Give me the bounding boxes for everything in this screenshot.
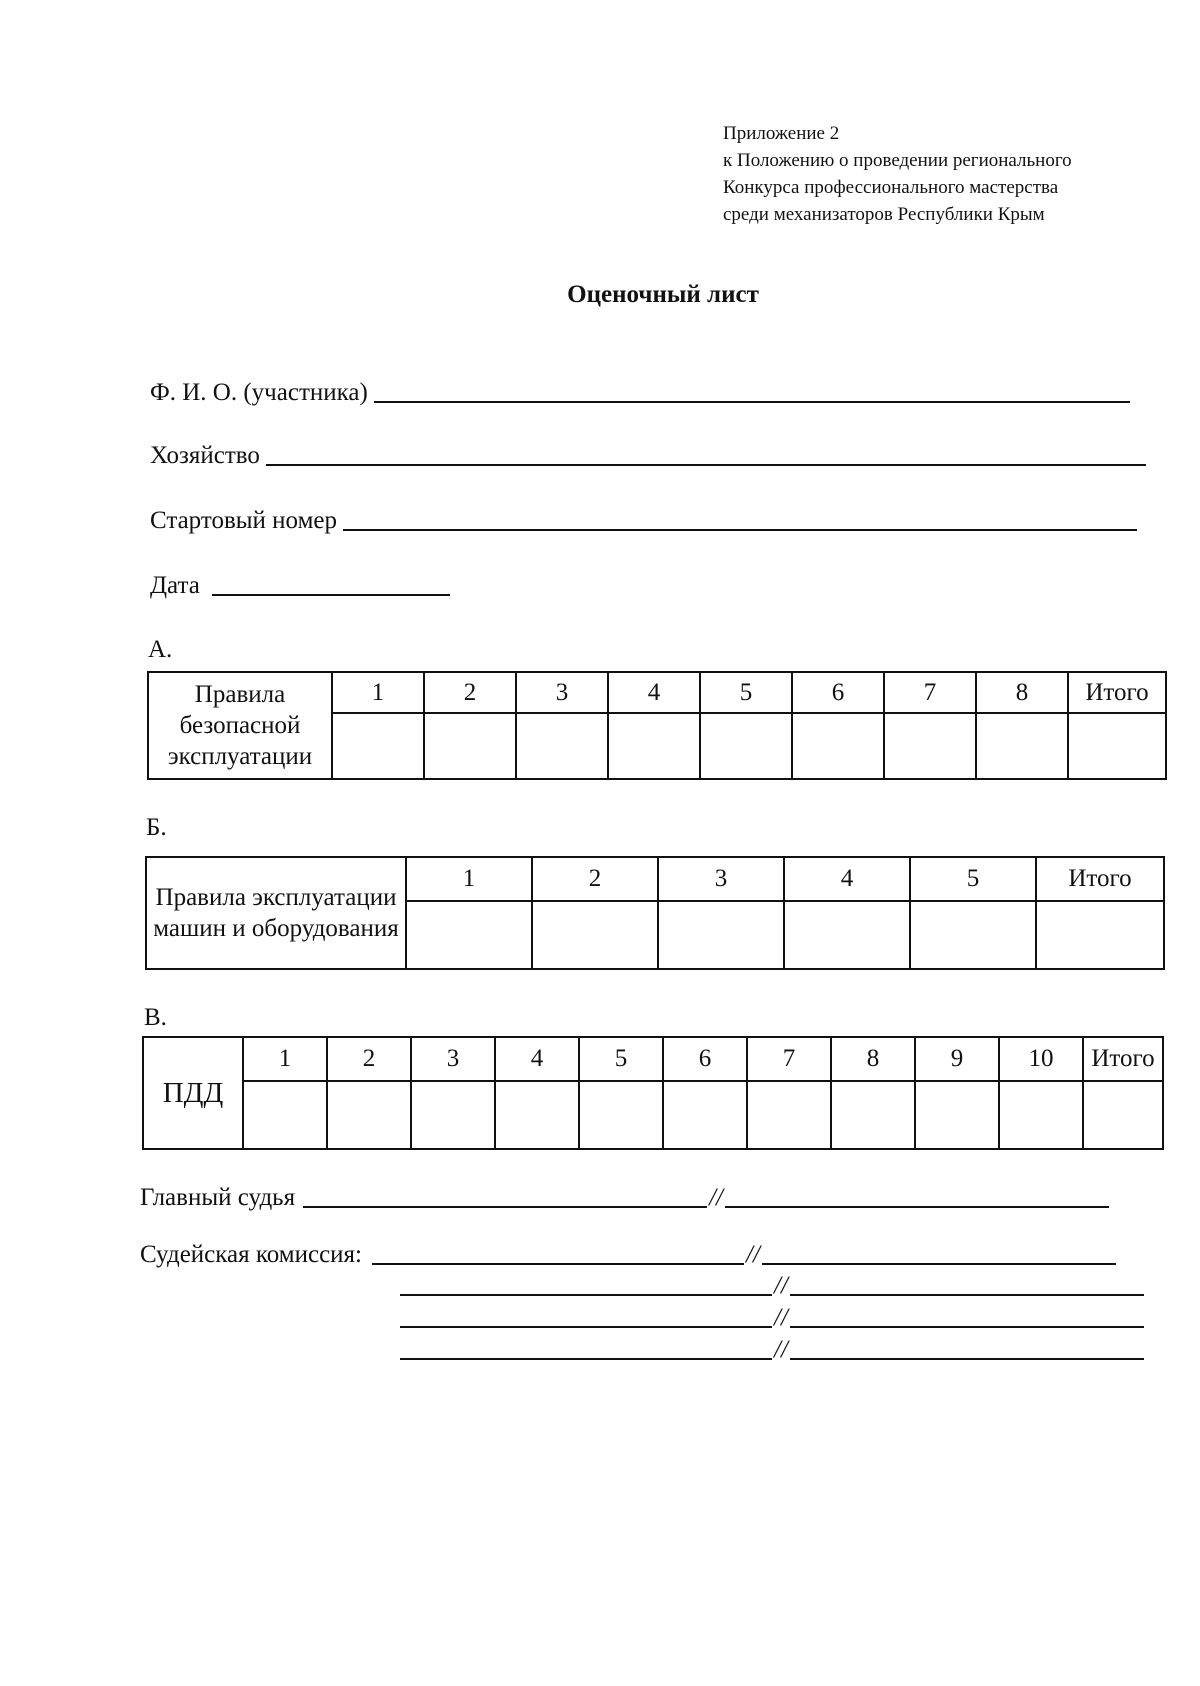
- appendix-line: среди механизаторов Республики Крым: [723, 204, 1045, 225]
- score-cell[interactable]: [243, 1081, 327, 1149]
- section-c-table: [142, 1036, 1164, 1150]
- total-cell[interactable]: [1083, 1081, 1163, 1149]
- name-line[interactable]: [790, 1326, 1144, 1328]
- column-header: 6: [663, 1037, 747, 1081]
- column-header: 3: [411, 1037, 495, 1081]
- date-label: Дата: [150, 572, 200, 599]
- fio-field[interactable]: [150, 377, 1130, 407]
- farm-line[interactable]: [266, 464, 1146, 466]
- score-cell[interactable]: [792, 713, 884, 779]
- total-header: Итого: [1036, 857, 1164, 901]
- appendix-note: [723, 120, 1072, 228]
- score-cell[interactable]: [884, 713, 976, 779]
- commission-label: Судейская комиссия:: [140, 1241, 362, 1268]
- commission-signature-3[interactable]: [400, 1304, 1144, 1332]
- date-field[interactable]: [150, 570, 450, 600]
- column-header: 2: [327, 1037, 411, 1081]
- fio-line[interactable]: [374, 401, 1130, 403]
- column-header: 9: [915, 1037, 999, 1081]
- signature-separator: //: [774, 1304, 788, 1331]
- column-header: 5: [579, 1037, 663, 1081]
- score-cell[interactable]: [608, 713, 700, 779]
- section-a-label: А.: [148, 636, 173, 663]
- score-cell[interactable]: [532, 901, 658, 969]
- column-header: 4: [608, 672, 700, 713]
- score-cell[interactable]: [784, 901, 910, 969]
- score-cell[interactable]: [495, 1081, 579, 1149]
- total-cell[interactable]: [1068, 713, 1166, 779]
- score-cell[interactable]: [406, 901, 532, 969]
- column-header: 1: [243, 1037, 327, 1081]
- section-c-label: В.: [144, 1004, 167, 1031]
- signature-line[interactable]: [400, 1358, 772, 1360]
- column-header: 4: [495, 1037, 579, 1081]
- start-number-line[interactable]: [343, 529, 1137, 531]
- score-cell[interactable]: [332, 713, 424, 779]
- commission-signature-4[interactable]: [400, 1336, 1144, 1364]
- appendix-line: Приложение 2: [723, 123, 840, 144]
- score-cell[interactable]: [700, 713, 792, 779]
- column-header: 7: [884, 672, 976, 713]
- score-cell[interactable]: [747, 1081, 831, 1149]
- score-cell[interactable]: [327, 1081, 411, 1149]
- score-cell[interactable]: [663, 1081, 747, 1149]
- section-c-row-label: ПДД: [143, 1037, 243, 1149]
- total-header: Итого: [1083, 1037, 1163, 1081]
- date-line[interactable]: [212, 594, 450, 596]
- column-header: 8: [976, 672, 1068, 713]
- score-cell[interactable]: [976, 713, 1068, 779]
- document-title: Оценочный лист: [567, 281, 759, 308]
- signature-separator: //: [774, 1272, 788, 1299]
- name-line[interactable]: [725, 1206, 1109, 1208]
- signature-separator: //: [774, 1336, 788, 1363]
- score-cell[interactable]: [516, 713, 608, 779]
- name-line[interactable]: [762, 1263, 1116, 1265]
- score-cell[interactable]: [915, 1081, 999, 1149]
- section-b-table: [145, 856, 1165, 970]
- signature-line[interactable]: [372, 1263, 744, 1265]
- signature-line[interactable]: [303, 1206, 707, 1208]
- section-b-row-label: Правила эксплуатации машин и оборудования: [146, 857, 406, 969]
- section-b-label: Б.: [146, 814, 167, 841]
- column-header: 2: [424, 672, 516, 713]
- signature-separator: //: [709, 1184, 723, 1211]
- column-header: 4: [784, 857, 910, 901]
- column-header: 1: [406, 857, 532, 901]
- appendix-line: Конкурса профессионального мастерства: [723, 177, 1059, 198]
- column-header: 1: [332, 672, 424, 713]
- signature-separator: //: [746, 1241, 760, 1268]
- score-cell[interactable]: [424, 713, 516, 779]
- column-header: 3: [516, 672, 608, 713]
- score-cell[interactable]: [999, 1081, 1083, 1149]
- commission-signature-1[interactable]: [140, 1241, 1116, 1269]
- start-number-label: Стартовый номер: [150, 507, 337, 534]
- start-number-field[interactable]: [150, 505, 1137, 535]
- score-cell[interactable]: [831, 1081, 915, 1149]
- column-header: 3: [658, 857, 784, 901]
- column-header: 5: [700, 672, 792, 713]
- section-a-row-label: Правила безопасной эксплуатации: [148, 672, 332, 779]
- column-header: 2: [532, 857, 658, 901]
- column-header: 8: [831, 1037, 915, 1081]
- appendix-line: к Положению о проведении регионального: [723, 150, 1072, 171]
- name-line[interactable]: [790, 1358, 1144, 1360]
- signature-line[interactable]: [400, 1294, 772, 1296]
- name-line[interactable]: [790, 1294, 1144, 1296]
- column-header: 6: [792, 672, 884, 713]
- total-cell[interactable]: [1036, 901, 1164, 969]
- score-cell[interactable]: [910, 901, 1036, 969]
- farm-field[interactable]: [150, 440, 1146, 470]
- signature-line[interactable]: [400, 1326, 772, 1328]
- chief-judge-label: Главный судья: [140, 1184, 296, 1211]
- score-cell[interactable]: [658, 901, 784, 969]
- chief-judge-signature[interactable]: [140, 1184, 1109, 1212]
- fio-label: Ф. И. О. (участника): [150, 379, 368, 406]
- column-header: 5: [910, 857, 1036, 901]
- score-cell[interactable]: [579, 1081, 663, 1149]
- column-header: 7: [747, 1037, 831, 1081]
- score-cell[interactable]: [411, 1081, 495, 1149]
- commission-signature-2[interactable]: [400, 1272, 1144, 1300]
- total-header: Итого: [1068, 672, 1166, 713]
- section-a-table: [147, 671, 1167, 780]
- farm-label: Хозяйство: [150, 442, 260, 469]
- column-header: 10: [999, 1037, 1083, 1081]
